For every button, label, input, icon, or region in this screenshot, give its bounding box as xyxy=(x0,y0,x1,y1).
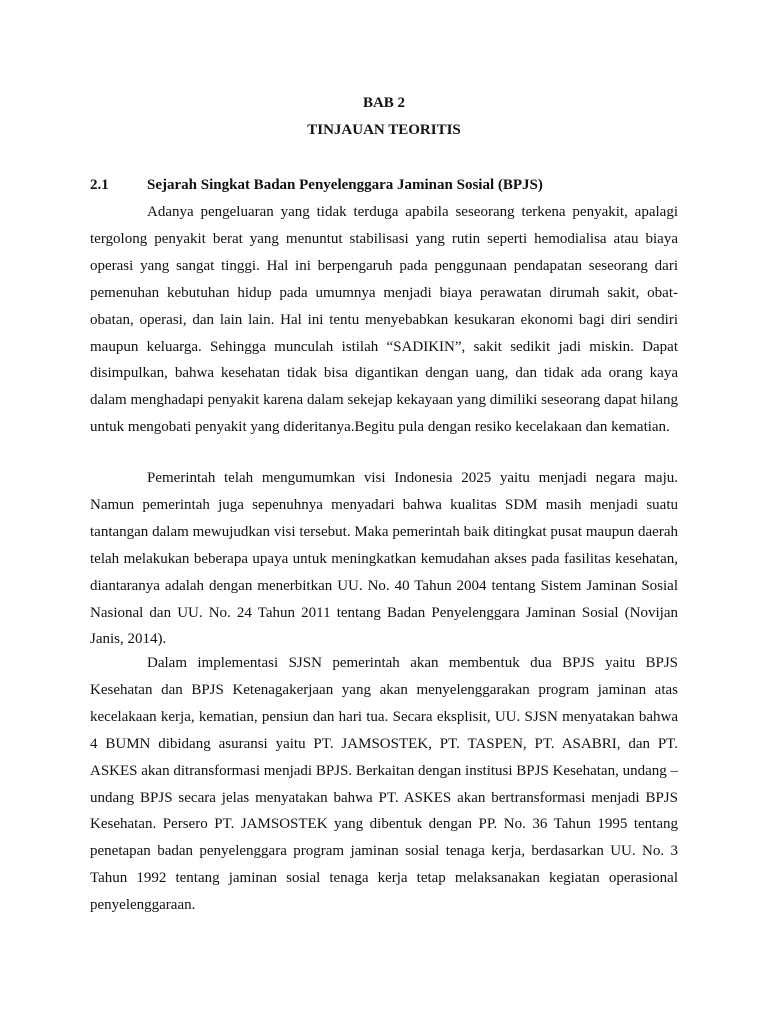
chapter-title: TINJAUAN TEORITIS xyxy=(307,122,461,138)
section-heading xyxy=(90,175,680,195)
body-paragraph-2: Pemerintah telah mengumumkan visi Indonesia 2025 yaitu menjadi negara maju. Namun pemerintah juga sepenuhnya menyadari bahwa kualitas SDM masih menjadi suatu tantangan dalam mewujudkan visi tersebut. Maka pemerintah baik ditingkat pusat maupun daerah telah melakukan beberapa upaya untuk meningkatkan kemudahan akses pada fasilitas kesehatan, diantaranya adalah dengan menerbitkan UU. No. 40 Tahun 2004 tentang Sistem Jaminan Sosial Nasional dan UU. No. 24 Tahun 2011 tentang Badan Penyelenggara Jaminan Sosial (Novijan Janis, 2014). xyxy=(90,470,678,648)
body-paragraph-1: Adanya pengeluaran yang tidak terduga apabila seseorang terkena penyakit, apalagi tergolong penyakit berat yang menuntut stabilisasi yang rutin seperti hemodialisa atau biaya operasi yang sangat tinggi. Hal ini berpengaruh pada penggunaan pendapatan seseorang dari pemenuhan kebutuhan hidup pada umumnya menjadi biaya perawatan dirumah sakit, obat-obatan, operasi, dan lain lain. Hal ini tentu menyebabkan kesukaran ekonomi bagi diri sendiri maupun keluarga. Sehingga munculah istilah “SADIKIN”, sakit sedikit jadi miskin. Dapat disimpulkan, bahwa kesehatan tidak bisa digantikan dengan uang, dan tidak ada orang kaya dalam menghadapi penyakit karena dalam sekejap kekayaan yang dimiliki seseorang dapat hilang untuk mengobati penyakit yang dideritanya.Begitu pula dengan resiko kecelakaan dan kematian. xyxy=(90,204,678,436)
chapter-number: BAB 2 xyxy=(362,95,406,111)
body-paragraph-3: Dalam implementasi SJSN pemerintah akan membentuk dua BPJS yaitu BPJS Kesehatan dan BPJS Ketenagakerjaan yang akan menyelenggarakan program jaminan atas kecelakaan kerja, kematian, pensiun dan hari tua. Secara eksplisit, UU. SJSN menyatakan bahwa 4 BUMN dibidang asuransi yaitu PT. JAMSOSTEK, PT. TASPEN, PT. ASABRI, dan PT. ASKES akan ditransformasi menjadi BPJS. Berkaitan dengan institusi BPJS Kesehatan, undang – undang BPJS secara jelas menyatakan bahwa PT. ASKES akan bertransformasi menjadi BPJS Kesehatan. Persero PT. JAMSOSTEK yang dibentuk dengan PP. No. 36 Tahun 1995 tentang penetapan badan penyelenggara program jaminan sosial tenaga kerja, berdasarkan UU. No. 3 Tahun 1992 tentang jaminan sosial tenaga kerja tetap melaksanakan kegiatan operasional penyelenggaraan. xyxy=(90,655,678,914)
section-title: Sejarah Singkat Badan Penyelenggara Jaminan Sosial (BPJS) xyxy=(147,177,543,193)
section-number: 2.1 xyxy=(90,177,109,193)
